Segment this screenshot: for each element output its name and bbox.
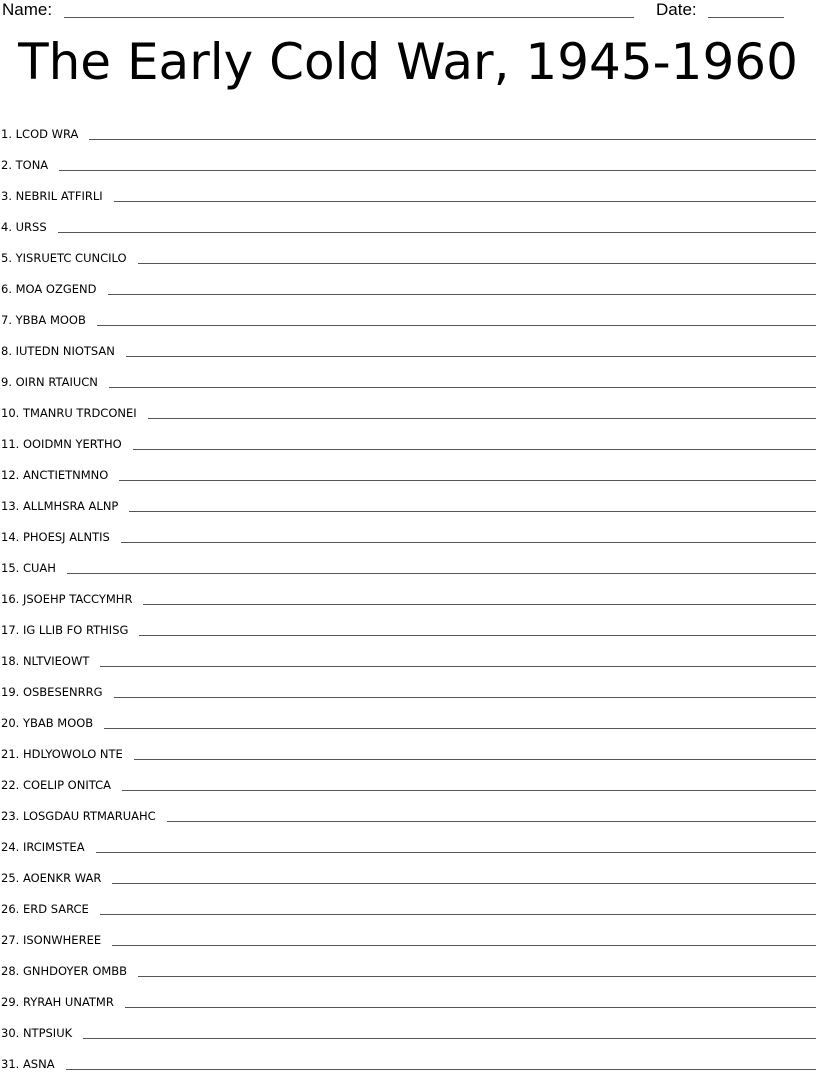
scrambled-word: 20. YBAB MOOB — [0, 716, 93, 731]
answer-line[interactable] — [138, 263, 816, 264]
scrambled-word: 15. CUAH — [0, 561, 56, 576]
list-item — [0, 576, 816, 607]
scrambled-word: 18. NLTVIEOWT — [0, 654, 89, 669]
scrambled-word: 3. NEBRIL ATFIRLI — [0, 189, 103, 204]
answer-line[interactable] — [167, 821, 816, 822]
scrambled-word: 4. URSS — [0, 220, 47, 235]
scrambled-word: 12. ANCTIETNMNO — [0, 468, 108, 483]
header-row — [0, 0, 816, 22]
scrambled-word: 24. IRCIMSTEA — [0, 840, 85, 855]
scrambled-word: 10. TMANRU TRDCONEI — [0, 406, 137, 421]
answer-line[interactable] — [125, 1007, 816, 1008]
date-label: Date: — [656, 0, 697, 20]
date-field-line[interactable] — [708, 17, 784, 18]
page-title: The Early Cold War, 1945-1960 — [0, 30, 816, 94]
scrambled-word: 14. PHOESJ ALNTIS — [0, 530, 110, 545]
scrambled-word: 16. JSOEHP TACCYMHR — [0, 592, 132, 607]
list-item — [0, 886, 816, 917]
answer-line[interactable] — [148, 418, 816, 419]
list-item — [0, 855, 816, 886]
scrambled-word: 5. YISRUETC CUNCILO — [0, 251, 127, 266]
scrambled-word: 30. NTPSIUK — [0, 1026, 72, 1041]
list-item — [0, 421, 816, 452]
answer-line[interactable] — [108, 294, 816, 295]
scrambled-word: 8. IUTEDN NIOTSAN — [0, 344, 115, 359]
answer-line[interactable] — [100, 666, 816, 667]
list-item — [0, 452, 816, 483]
answer-line[interactable] — [112, 883, 816, 884]
list-item — [0, 297, 816, 328]
scrambled-word: 13. ALLMHSRA ALNP — [0, 499, 118, 514]
list-item — [0, 824, 816, 855]
answer-line[interactable] — [121, 542, 816, 543]
answer-line[interactable] — [97, 325, 816, 326]
list-item — [0, 235, 816, 266]
answer-line[interactable] — [139, 635, 816, 636]
answer-line[interactable] — [114, 201, 816, 202]
scrambled-word: 21. HDLYOWOLO NTE — [0, 747, 123, 762]
scrambled-word: 25. AOENKR WAR — [0, 871, 101, 886]
scrambled-word: 6. MOA OZGEND — [0, 282, 97, 297]
answer-line[interactable] — [109, 387, 816, 388]
scrambled-word: 31. ASNA — [0, 1057, 55, 1072]
answer-line[interactable] — [83, 1038, 816, 1039]
scrambled-word: 26. ERD SARCE — [0, 902, 89, 917]
scrambled-word: 22. COELIP ONITCA — [0, 778, 111, 793]
list-item — [0, 545, 816, 576]
scrambled-word: 11. OOIDMN YERTHO — [0, 437, 122, 452]
list-item — [0, 700, 816, 731]
answer-line[interactable] — [89, 139, 816, 140]
list-item — [0, 359, 816, 390]
scrambled-word: 28. GNHDOYER OMBB — [0, 964, 127, 979]
answer-line[interactable] — [58, 232, 816, 233]
answer-line[interactable] — [129, 511, 816, 512]
answer-line[interactable] — [134, 759, 816, 760]
list-item — [0, 1041, 816, 1072]
list-item — [0, 266, 816, 297]
scrambled-word: 17. IG LLIB FO RTHISG — [0, 623, 128, 638]
list-item — [0, 111, 816, 142]
answer-line[interactable] — [143, 604, 816, 605]
list-item — [0, 173, 816, 204]
scrambled-word: 23. LOSGDAU RTMARUAHC — [0, 809, 156, 824]
word-scramble-list — [0, 111, 816, 1072]
answer-line[interactable] — [138, 976, 816, 977]
list-item — [0, 514, 816, 545]
scrambled-word: 19. OSBESENRRG — [0, 685, 103, 700]
answer-line[interactable] — [96, 852, 816, 853]
answer-line[interactable] — [122, 790, 816, 791]
list-item — [0, 762, 816, 793]
answer-line[interactable] — [119, 480, 816, 481]
list-item — [0, 793, 816, 824]
answer-line[interactable] — [126, 356, 816, 357]
answer-line[interactable] — [104, 728, 816, 729]
list-item — [0, 638, 816, 669]
list-item — [0, 1010, 816, 1041]
scrambled-word: 29. RYRAH UNATMR — [0, 995, 114, 1010]
scrambled-word: 2. TONA — [0, 158, 48, 173]
list-item — [0, 142, 816, 173]
list-item — [0, 204, 816, 235]
list-item — [0, 917, 816, 948]
scrambled-word: 7. YBBA MOOB — [0, 313, 86, 328]
list-item — [0, 979, 816, 1010]
list-item — [0, 607, 816, 638]
answer-line[interactable] — [59, 170, 816, 171]
answer-line[interactable] — [66, 1069, 816, 1070]
scrambled-word: 9. OIRN RTAIUCN — [0, 375, 98, 390]
answer-line[interactable] — [112, 945, 816, 946]
scrambled-word: 1. LCOD WRA — [0, 127, 78, 142]
list-item — [0, 390, 816, 421]
name-label: Name: — [2, 0, 52, 20]
list-item — [0, 483, 816, 514]
name-field-line[interactable] — [64, 17, 634, 18]
list-item — [0, 669, 816, 700]
scrambled-word: 27. ISONWHEREE — [0, 933, 101, 948]
answer-line[interactable] — [133, 449, 816, 450]
answer-line[interactable] — [67, 573, 816, 574]
list-item — [0, 328, 816, 359]
answer-line[interactable] — [114, 697, 816, 698]
answer-line[interactable] — [100, 914, 816, 915]
list-item — [0, 948, 816, 979]
list-item — [0, 731, 816, 762]
